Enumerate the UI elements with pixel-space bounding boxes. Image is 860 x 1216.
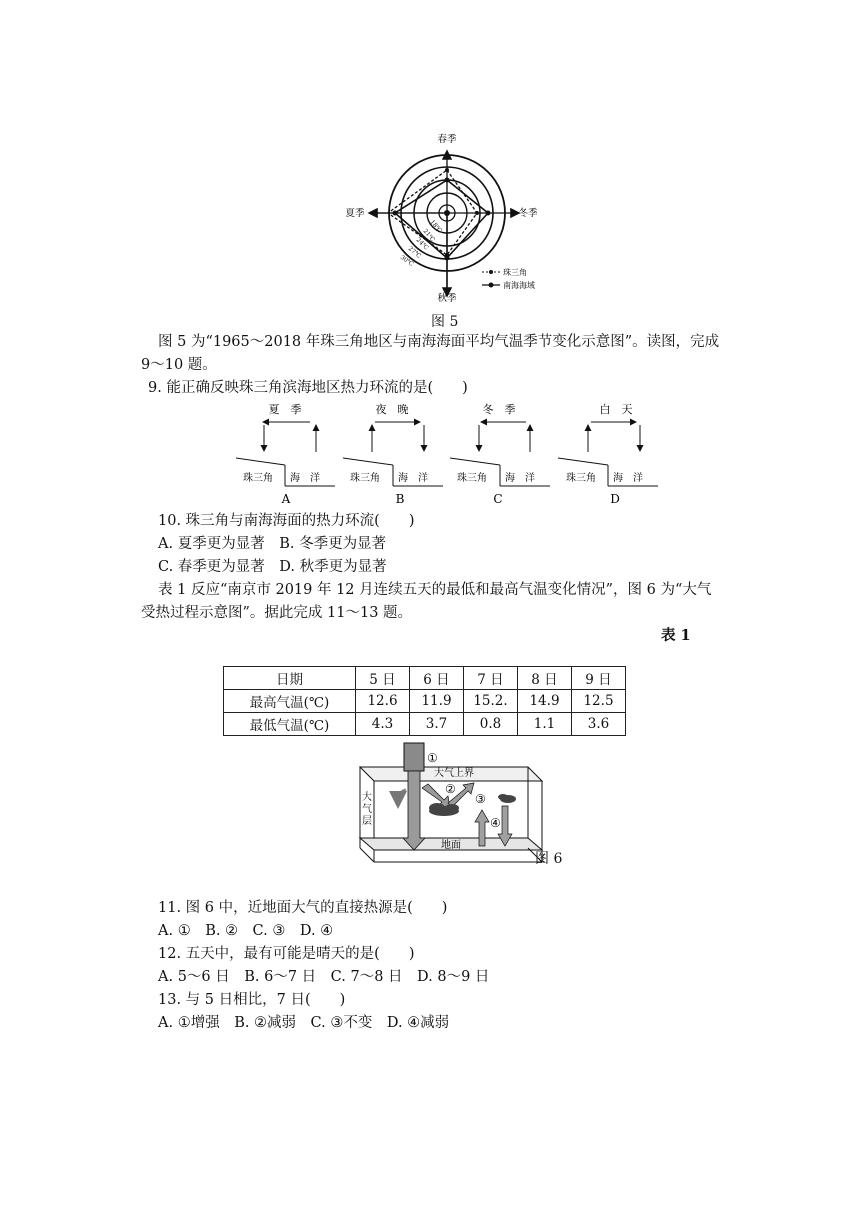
table-cell: 最低气温(℃) — [224, 713, 356, 736]
figure-5-caption: 图 5 — [431, 314, 459, 330]
option-d-title: 白 天 — [599, 403, 633, 416]
fig6-layer-label: 大气层 — [362, 792, 372, 827]
intro-paragraph-2-line-2: 受热过程示意图”。据此完成 11～13 题。 — [141, 605, 413, 621]
option-c-diagram — [450, 402, 550, 506]
option-d-letter: D — [610, 492, 620, 506]
fig6-mark-2: ② — [445, 782, 456, 796]
question-9-stem: 9. 能正确反映珠三角滨海地区热力环流的是( ) — [148, 380, 468, 396]
table-cell: 9 日 — [572, 667, 626, 690]
fig6-mark-1: ① — [427, 751, 438, 765]
table-cell: 最高气温(℃) — [224, 690, 356, 713]
question-11-options: A. ① B. ② C. ③ D. ④ — [158, 923, 334, 939]
option-b-letter: B — [395, 492, 405, 506]
table-row — [224, 713, 626, 736]
fig5-legend-sea: 南海海域 — [503, 281, 535, 290]
question-10-options-row-1: A. 夏季更为显著 B. 冬季更为显著 — [158, 536, 387, 552]
question-13-stem: 13. 与 5 日相比，7 日( ) — [158, 992, 346, 1008]
table-cell: 7 日 — [464, 667, 518, 690]
fig5-label-summer: 夏季 — [345, 208, 365, 219]
fig5-ring-label: 18℃ — [428, 218, 444, 235]
figure-5-diagram — [330, 122, 540, 308]
intro-paragraph-1-line-2: 9～10 题。 — [141, 357, 217, 373]
option-b-title: 夜 晚 — [375, 403, 409, 416]
table-cell: 14.9 — [518, 690, 572, 713]
fig5-legend-prd: 珠三角 — [503, 268, 527, 277]
question-10-options-row-2: C. 春季更为显著 D. 秋季更为显著 — [158, 559, 387, 575]
option-d-sea: 海 洋 — [613, 473, 643, 484]
option-b-sea: 海 洋 — [398, 473, 428, 484]
option-c-title: 冬 季 — [482, 403, 516, 416]
option-a-diagram — [236, 402, 335, 506]
fig5-ring-label: 27℃ — [406, 245, 423, 260]
option-c-land: 珠三角 — [457, 473, 487, 484]
figure-6-caption: 图 6 — [535, 851, 563, 867]
option-d-diagram — [558, 403, 658, 506]
fig6-top-label: 大气上界 — [434, 768, 474, 779]
figure-6-diagram — [355, 740, 565, 866]
question-9-options-diagram — [232, 398, 662, 510]
table-cell: 12.6 — [356, 690, 410, 713]
table-cell: 12.5 — [572, 690, 626, 713]
fig5-label-spring: 春季 — [437, 134, 457, 145]
option-d-land: 珠三角 — [566, 473, 596, 484]
intro-paragraph-2-line-1: 表 1 反应“南京市 2019 年 12 月连续五天的最低和最高气温变化情况”，图 6 为“大气 — [158, 582, 712, 598]
table-cell: 3.7 — [410, 713, 464, 736]
option-c-letter: C — [493, 492, 503, 506]
table-cell: 5 日 — [356, 667, 410, 690]
option-a-letter: A — [281, 492, 291, 506]
question-13-options: A. ①增强 B. ②减弱 C. ③不变 D. ④减弱 — [158, 1015, 450, 1031]
table-1-title: 表 1 — [661, 627, 691, 644]
option-b-land: 珠三角 — [350, 473, 380, 484]
option-c-sea: 海 洋 — [505, 473, 535, 484]
fig5-ring-label: 21℃ — [421, 227, 437, 244]
question-12-stem: 12. 五天中，最有可能是晴天的是( ) — [158, 946, 415, 962]
table-cell: 8 日 — [518, 667, 572, 690]
table-row — [224, 690, 626, 713]
fig6-mark-3: ③ — [475, 792, 486, 806]
question-12-options: A. 5～6 日 B. 6～7 日 C. 7～8 日 D. 8～9 日 — [158, 969, 490, 985]
table-cell: 日期 — [224, 667, 356, 690]
fig6-ground-label: 地面 — [441, 840, 461, 851]
fig5-label-autumn: 秋季 — [437, 293, 457, 304]
question-10-stem: 10. 珠三角与南海海面的热力环流( ) — [158, 513, 415, 529]
option-b-diagram — [343, 402, 443, 506]
fig6-mark-4: ④ — [490, 816, 501, 830]
table-cell: 6 日 — [410, 667, 464, 690]
table-cell: 3.6 — [572, 713, 626, 736]
question-11-stem: 11. 图 6 中，近地面大气的直接热源是( ) — [158, 900, 448, 916]
table-cell: 4.3 — [356, 713, 410, 736]
option-a-sea: 海 洋 — [290, 473, 320, 484]
fig5-ring-label: 30℃ — [398, 253, 415, 268]
fig5-ring-label: 24℃ — [414, 236, 430, 252]
fig5-label-winter: 冬季 — [518, 208, 538, 219]
table-cell: 15.2. — [464, 690, 518, 713]
table-cell: 1.1 — [518, 713, 572, 736]
table-row — [224, 667, 626, 690]
table-cell: 11.9 — [410, 690, 464, 713]
table-cell: 0.8 — [464, 713, 518, 736]
table-1 — [223, 666, 626, 736]
intro-paragraph-1-line-1: 图 5 为“1965～2018 年珠三角地区与南海海面平均气温季节变化示意图”。读图，完成 — [158, 334, 720, 350]
option-a-land: 珠三角 — [243, 473, 273, 484]
option-a-title: 夏 季 — [268, 403, 302, 416]
